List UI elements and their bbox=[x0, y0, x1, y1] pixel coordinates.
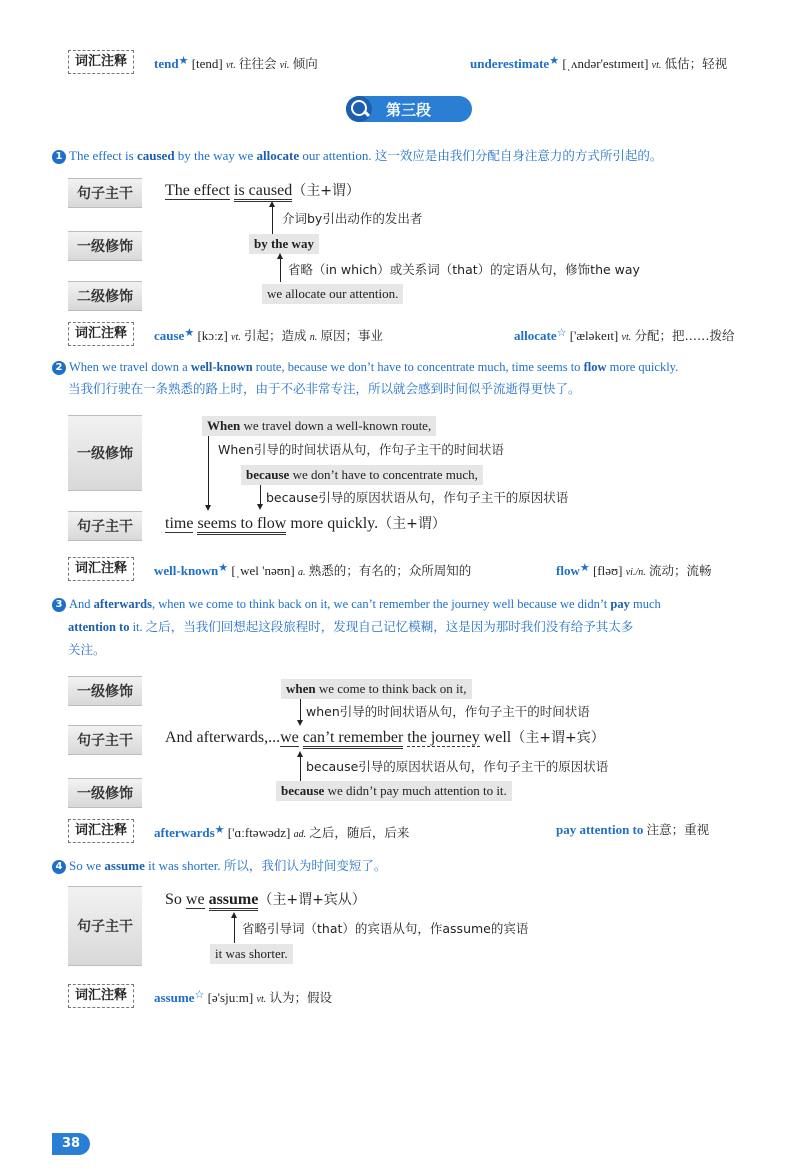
arrow-down-icon bbox=[208, 436, 209, 506]
arrow-up-icon bbox=[280, 258, 281, 282]
phonetic: [ˌʌndər'estɪmeɪt] bbox=[562, 56, 649, 71]
sentence-number: 1 bbox=[52, 150, 66, 164]
vocab-label: 词汇注释 bbox=[68, 50, 134, 74]
arrow-up-icon bbox=[234, 917, 235, 943]
row-label-level1: 一级修饰 bbox=[68, 231, 142, 261]
conjunction: when bbox=[286, 681, 316, 696]
prepositional-phrase: by the way bbox=[249, 234, 319, 254]
vocab-entry-flow bbox=[556, 559, 712, 582]
sentence-text: And bbox=[69, 597, 94, 611]
translation: 当我们行驶在一条熟悉的路上时，由于不必非常专注，所以就会感到时间似乎流逝得更快了。 bbox=[68, 381, 581, 396]
sentence-3 bbox=[52, 595, 661, 613]
subject: we bbox=[185, 891, 205, 908]
conjunction: When bbox=[207, 418, 241, 433]
arrow-up-icon bbox=[272, 206, 273, 234]
vocab-entry-afterwards bbox=[154, 821, 409, 844]
clause-text: And afterwards,... bbox=[165, 729, 281, 746]
sentence-text: much bbox=[629, 597, 661, 611]
row-label-level2: 二级修饰 bbox=[68, 281, 142, 311]
object-clause: it was shorter. bbox=[210, 944, 293, 964]
vocab-entry-allocate bbox=[514, 324, 735, 347]
predicate: is caused bbox=[234, 182, 292, 202]
definition: 熟悉的；有名的；众所周知的 bbox=[308, 563, 472, 578]
vocab-word: pay attention to bbox=[556, 822, 644, 837]
sentence-1 bbox=[52, 147, 662, 165]
sentence-number: 4 bbox=[52, 860, 66, 874]
clause-text: we don’t have to concentrate much, bbox=[289, 467, 478, 482]
part-of-speech: vt. bbox=[231, 332, 241, 343]
vocab-word: cause bbox=[154, 328, 185, 343]
magnifier-icon bbox=[346, 96, 372, 122]
keyword: caused bbox=[136, 148, 175, 163]
part-of-speech: vt. bbox=[621, 332, 632, 343]
part-of-speech: vi./n. bbox=[625, 567, 646, 578]
subject: The effect bbox=[165, 182, 230, 199]
vocab-word: underestimate bbox=[470, 56, 550, 71]
sentence-text: it was shorter. bbox=[144, 858, 224, 873]
keyword: afterwards bbox=[93, 597, 152, 611]
part-of-speech: vt. bbox=[225, 60, 236, 71]
vocab-entry-well-known bbox=[154, 559, 471, 582]
part-of-speech: vt. bbox=[651, 60, 662, 71]
predicate: can’t remember bbox=[303, 729, 404, 749]
vocab-word: allocate bbox=[514, 328, 557, 343]
sentence-text: our attention. bbox=[299, 148, 372, 163]
phonetic: [fləʊ] bbox=[592, 563, 623, 578]
sentence-number: 3 bbox=[52, 598, 66, 612]
definition: 原因；事业 bbox=[320, 328, 384, 343]
clause-text: we travel down a well-known route, bbox=[240, 418, 432, 433]
sentence-text: by the way we bbox=[174, 148, 257, 163]
definition: 倾向 bbox=[292, 56, 318, 71]
clause-text: we come to think back on it, bbox=[315, 681, 467, 696]
structure-tag: （主+谓+宾从） bbox=[258, 892, 366, 908]
annotation: When引导的时间状语从句，作句子主干的时间状语 bbox=[218, 442, 504, 457]
row-label-level1: 一级修饰 bbox=[68, 415, 142, 491]
keyword: well-known bbox=[190, 360, 253, 374]
sentence-text: , when we come to think back on it, we can’t remember the journey well because we didn’t bbox=[151, 597, 611, 611]
phonetic: ['ɑːftəwədz] bbox=[227, 825, 291, 840]
vocab-label: 词汇注释 bbox=[68, 819, 134, 843]
annotation: 省略引导词（that）的宾语从句，作assume的宾语 bbox=[242, 921, 529, 936]
translation: 所以，我们认为时间变短了。 bbox=[223, 858, 387, 873]
keyword: attention to bbox=[68, 620, 130, 634]
predicate: seems to flow bbox=[197, 515, 286, 535]
translation: 关注。 bbox=[68, 642, 106, 657]
time-clause bbox=[281, 679, 472, 699]
section-title: 第三段 bbox=[386, 101, 432, 119]
star-icon: ★ bbox=[579, 562, 590, 574]
definition: 引起；造成 bbox=[244, 328, 307, 343]
phonetic: [tend] bbox=[191, 56, 223, 71]
relative-clause: we allocate our attention. bbox=[262, 284, 403, 304]
part-of-speech: vt. bbox=[256, 994, 267, 1005]
annotation: 省略（in which）或关系词（that）的定语从句，修饰the way bbox=[288, 262, 640, 277]
star-icon: ★ bbox=[218, 562, 229, 574]
vocab-entry-assume bbox=[154, 986, 332, 1009]
part-of-speech: n. bbox=[309, 332, 318, 343]
arrow-down-icon bbox=[300, 699, 301, 721]
phonetic: ['æləkeɪt] bbox=[569, 328, 619, 343]
part-of-speech: ad. bbox=[293, 829, 307, 840]
row-label-main: 句子主干 bbox=[68, 725, 142, 755]
keyword: assume bbox=[104, 858, 145, 873]
row-label-main: 句子主干 bbox=[68, 886, 142, 966]
annotation: because引导的原因状语从句，作句子主干的原因状语 bbox=[306, 759, 609, 774]
phonetic: [ə'sjuːm] bbox=[207, 990, 254, 1005]
vocab-word: flow bbox=[556, 563, 580, 578]
main-clause bbox=[165, 181, 360, 201]
object: the journey bbox=[407, 729, 480, 746]
vocab-label: 词汇注释 bbox=[68, 557, 134, 581]
keyword: allocate bbox=[256, 148, 300, 163]
arrow-down-icon bbox=[260, 485, 261, 505]
conjunction: because bbox=[281, 783, 325, 798]
main-clause bbox=[165, 514, 446, 534]
structure-tag: （主+谓） bbox=[292, 183, 360, 199]
vocab-entry-cause bbox=[154, 324, 383, 347]
definition: 低估；轻视 bbox=[664, 56, 728, 71]
definition: 认为；假设 bbox=[269, 990, 332, 1005]
vocab-entry-pay-attention-to bbox=[556, 821, 709, 839]
clause-text: So bbox=[165, 891, 186, 908]
section-title-pill bbox=[346, 96, 472, 122]
row-label-main: 句子主干 bbox=[68, 178, 142, 208]
row-label-level1: 一级修饰 bbox=[68, 676, 142, 706]
sentence-text: route, because we don’t have to concentrate much, time seems to bbox=[252, 360, 584, 374]
phonetic: [kɔːz] bbox=[197, 328, 228, 343]
clause-text: more quickly. bbox=[286, 515, 379, 532]
vocab-entry-underestimate bbox=[470, 52, 727, 75]
space bbox=[205, 891, 209, 908]
structure-tag: （主+谓+宾） bbox=[511, 730, 605, 746]
part-of-speech: vi. bbox=[279, 60, 290, 71]
definition: 之后，随后，后来 bbox=[309, 825, 410, 840]
main-clause bbox=[165, 728, 605, 748]
sentence-text: The effect is bbox=[69, 148, 137, 163]
time-clause bbox=[202, 416, 436, 436]
predicate: assume bbox=[209, 891, 259, 911]
vocab-label: 词汇注释 bbox=[68, 984, 134, 1008]
sentence-text: it. bbox=[129, 620, 146, 634]
conjunction: because bbox=[246, 467, 290, 482]
definition: 注意；重视 bbox=[646, 822, 710, 837]
sentence-2 bbox=[52, 358, 678, 376]
vocab-word: tend bbox=[154, 56, 179, 71]
part-of-speech: a. bbox=[297, 567, 306, 578]
keyword: flow bbox=[583, 360, 607, 374]
subject: time bbox=[165, 515, 194, 532]
definition: 流动；流畅 bbox=[648, 563, 712, 578]
sentence-text: When we travel down a bbox=[69, 360, 191, 374]
reason-clause bbox=[241, 465, 483, 485]
translation: 之后，当我们回想起这段旅程时，发现自己记忆模糊，这是因为那时我们没有给予其太多 bbox=[145, 619, 634, 634]
sentence-number: 2 bbox=[52, 361, 66, 375]
vocab-label: 词汇注释 bbox=[68, 322, 134, 346]
page-number: 38 bbox=[52, 1133, 90, 1155]
structure-tag: （主+谓） bbox=[378, 516, 446, 532]
translation: 这一效应是由我们分配自身注意力的方式所引起的。 bbox=[374, 148, 663, 163]
sentence-3-line-2 bbox=[68, 618, 633, 636]
star-icon: ★ bbox=[549, 55, 560, 67]
arrow-up-icon bbox=[300, 756, 301, 782]
clause-text: we didn’t pay much attention to it. bbox=[324, 783, 507, 798]
phonetic: [ˌwel 'nəʊn] bbox=[231, 563, 295, 578]
vocab-entry-tend bbox=[154, 52, 318, 75]
sentence-text: more quickly. bbox=[606, 360, 679, 374]
vocab-word: well-known bbox=[154, 563, 219, 578]
sentence-text: So we bbox=[69, 858, 105, 873]
sentence-4 bbox=[52, 857, 386, 875]
star-icon: ☆ bbox=[194, 989, 205, 1001]
reason-clause bbox=[276, 781, 512, 801]
subject: we bbox=[280, 729, 299, 746]
annotation: because引导的原因状语从句，作句子主干的原因状语 bbox=[266, 490, 569, 505]
vocab-word: afterwards bbox=[154, 825, 215, 840]
keyword: pay bbox=[610, 597, 630, 611]
row-label-level1: 一级修饰 bbox=[68, 778, 142, 808]
star-icon: ★ bbox=[214, 824, 225, 836]
definition: 分配；把……拨给 bbox=[634, 328, 735, 343]
star-icon: ☆ bbox=[556, 327, 567, 339]
annotation: 介词by引出动作的发出者 bbox=[282, 211, 423, 226]
star-icon: ★ bbox=[184, 327, 195, 339]
definition: 往往会 bbox=[238, 56, 277, 71]
star-icon: ★ bbox=[178, 55, 189, 67]
annotation: when引导的时间状语从句，作句子主干的时间状语 bbox=[306, 704, 590, 719]
clause-text: well bbox=[479, 729, 512, 746]
main-clause bbox=[165, 890, 366, 910]
row-label-main: 句子主干 bbox=[68, 511, 142, 541]
vocab-word: assume bbox=[154, 990, 195, 1005]
